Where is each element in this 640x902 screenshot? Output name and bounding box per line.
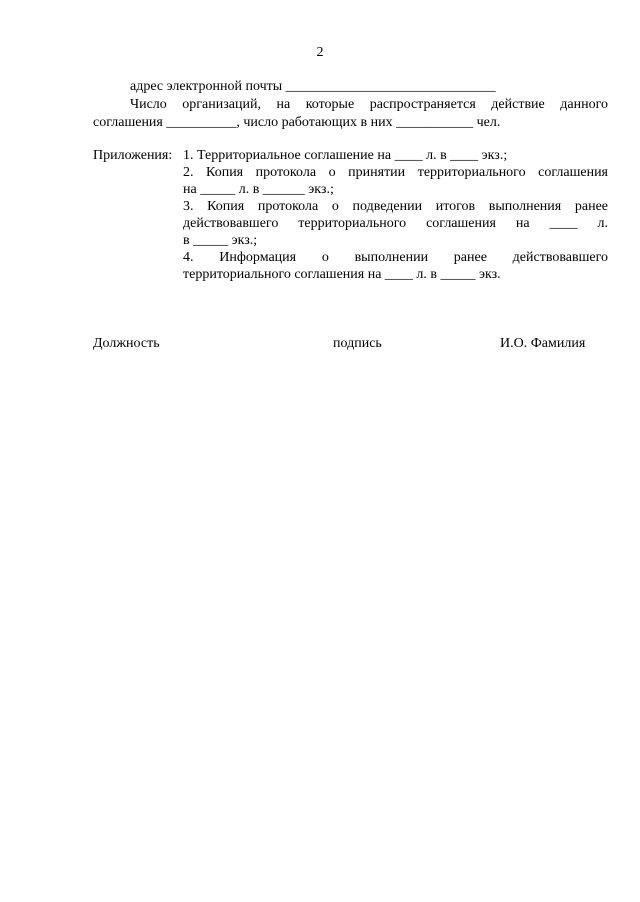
organizations-line-2: соглашения __________, число работающих в них ___________ чел.: [93, 115, 501, 130]
attachment-item-1: 1. Территориальное соглашение на ____ л. в ____ экз.;: [183, 148, 508, 163]
email-line: адрес электронной почты ______________________________: [130, 79, 496, 94]
attachment-item-3-line-2: действовавшего территориального соглашения на ____ л.: [183, 216, 608, 231]
attachment-item-2-line-2: на _____ л. в ______ экз.;: [183, 182, 334, 197]
organizations-line-1: Число организаций, на которые распространяется действие данного: [130, 97, 608, 112]
attachments-label: Приложения:: [93, 148, 173, 163]
signature-position: Должность: [93, 336, 160, 351]
attachment-item-2-line-1: 2. Копия протокола о принятии территориального соглашения: [183, 165, 608, 180]
attachment-item-4-line-2: территориального соглашения на ____ л. в _____ экз.: [183, 267, 501, 282]
signature-name: И.О. Фамилия: [500, 336, 586, 351]
attachment-item-3-line-1: 3. Копия протокола о подведении итогов выполнения ранее: [183, 199, 608, 214]
attachment-item-4-line-1: 4. Информация о выполнении ранее действовавшего: [183, 250, 608, 265]
signature-sign: подпись: [333, 336, 382, 351]
page-number: 2: [316, 45, 324, 60]
attachment-item-3-line-3: в _____ экз.;: [183, 233, 258, 248]
